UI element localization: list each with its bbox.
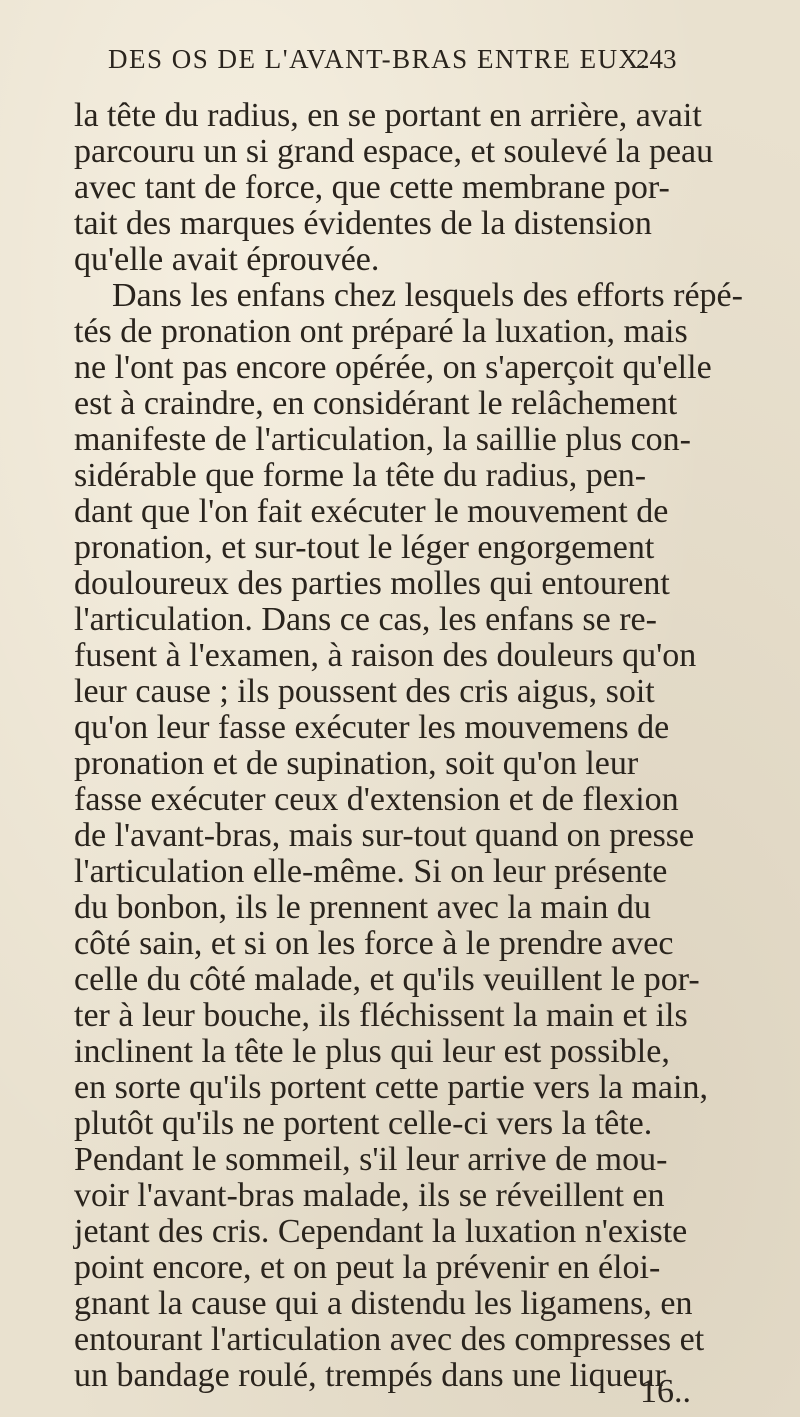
page-number: 243 [636,44,677,74]
text-line: Dans les enfans chez lesquels des efforts répé- [112,277,743,314]
text-line: inclinent la tête le plus qui leur est possible, [74,1033,670,1070]
text-line: l'articulation. Dans ce cas, les enfans se re- [74,601,657,638]
text-line: de l'avant-bras, mais sur-tout quand on presse [74,817,695,854]
text-line: douloureux des parties molles qui entourent [74,565,670,602]
text-line: ter à leur bouche, ils fléchissent la main et ils [74,997,688,1034]
text-line: gnant la cause qui a distendu les ligamens, en [74,1285,693,1322]
text-line: Pendant le sommeil, s'il leur arrive de mou- [74,1141,668,1178]
running-title: DES OS DE L'AVANT-BRAS ENTRE EUX. [108,44,648,74]
text-line: qu'elle avait éprouvée. [74,241,380,278]
text-line: plutôt qu'ils ne portent celle-ci vers la tête. [74,1105,653,1142]
text-line: est à craindre, en considérant le relâchement [74,385,678,422]
text-line: entourant l'articulation avec des compresses et [74,1321,705,1358]
text-line: un bandage roulé, trempés dans une liqueur [74,1357,666,1394]
text-line: fusent à l'examen, à raison des douleurs qu'on [74,637,697,674]
text-line: leur cause ; ils poussent des cris aigus, soit [74,673,655,710]
signature-mark: 16.. [640,1373,691,1410]
text-line: du bonbon, ils le prennent avec la main du [74,889,651,926]
text-line: avec tant de force, que cette membrane por- [74,169,670,206]
text-line: jetant des cris. Cependant la luxation n'existe [74,1213,688,1250]
text-line: dant que l'on fait exécuter le mouvement de [74,493,669,530]
text-line: pronation et de supination, soit qu'on leur [74,745,639,782]
text-line: voir l'avant-bras malade, ils se réveillent en [74,1177,665,1214]
text-line: parcouru un si grand espace, et soulevé la peau [74,133,714,170]
text-line: tait des marques évidentes de la distension [74,205,652,242]
text-line: en sorte qu'ils portent cette partie vers la main, [74,1069,708,1106]
text-line: celle du côté malade, et qu'ils veuillent le por- [74,961,700,998]
text-line: sidérable que forme la tête du radius, pen- [74,457,647,494]
text-line: point encore, et on peut la prévenir en éloi- [74,1249,661,1286]
page-header [108,44,708,80]
text-line: l'articulation elle-même. Si on leur présente [74,853,668,890]
text-line: qu'on leur fasse exécuter les mouvemens de [74,709,670,746]
text-line: manifeste de l'articulation, la saillie plus con- [74,421,691,458]
text-line: tés de pronation ont préparé la luxation, mais [74,313,688,350]
text-line: fasse exécuter ceux d'extension et de flexion [74,781,679,818]
text-line: pronation, et sur-tout le léger engorgement [74,529,655,566]
text-line: côté sain, et si on les force à le prendre avec [74,925,674,962]
text-line: ne l'ont pas encore opérée, on s'aperçoit qu'elle [74,349,712,386]
text-line: la tête du radius, en se portant en arrière, avait [74,97,702,134]
